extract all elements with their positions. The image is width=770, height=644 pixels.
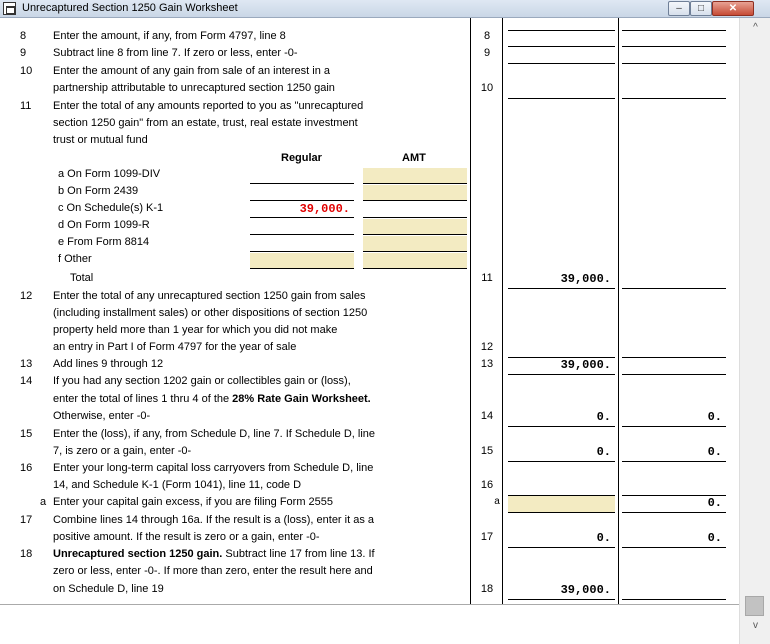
subline-c <box>0 202 739 219</box>
line-15 <box>0 428 739 445</box>
line-text: 7, is zero or a gain, enter -0- <box>53 445 192 457</box>
scroll-up-arrow-icon[interactable]: ^ <box>753 22 758 33</box>
line18-regular[interactable]: 39,000. <box>508 583 615 600</box>
line-text: Enter the (loss), if any, from Schedule D, line 7. If Schedule D, line <box>53 428 376 440</box>
line13-regular[interactable]: 39,000. <box>508 358 615 375</box>
subline-a <box>0 168 739 185</box>
line-text: Enter your capital gain excess, if you are filing Form 2555 <box>53 496 334 508</box>
line16a-amt[interactable]: 0. <box>622 496 726 513</box>
line-11-cont <box>0 117 739 134</box>
line-12-cont2 <box>0 324 739 341</box>
subline-f-amt[interactable] <box>363 253 467 269</box>
subline-c-amt[interactable] <box>363 202 467 218</box>
line-11-cont2 <box>0 134 739 151</box>
line-10-cont <box>0 82 739 99</box>
line-16a <box>0 496 739 513</box>
line-ref: 17 <box>480 531 494 543</box>
line16-amt[interactable] <box>622 479 726 496</box>
close-button[interactable]: ✕ <box>712 1 754 16</box>
line-number: 15 <box>20 428 33 440</box>
line-text: Enter the amount of any gain from sale of an interest in a <box>53 65 330 77</box>
subline-b <box>0 185 739 202</box>
scroll-down-arrow-icon[interactable]: v <box>753 620 758 631</box>
regular-column-header: Regular <box>281 152 322 164</box>
total-amt[interactable] <box>622 272 726 289</box>
subline-b-regular[interactable] <box>250 185 354 201</box>
line-ref: 16 <box>480 479 494 491</box>
bottom-border <box>0 604 739 605</box>
line-text: Add lines 9 through 12 <box>53 358 164 370</box>
line17-amt[interactable]: 0. <box>622 531 726 548</box>
line-16 <box>0 462 739 479</box>
line15-amt[interactable]: 0. <box>622 445 726 462</box>
window-title: Unrecaptured Section 1250 Gain Worksheet <box>22 2 238 14</box>
line14-regular[interactable]: 0. <box>508 410 615 427</box>
line-text <box>53 393 371 405</box>
line-18-cont2 <box>0 583 739 600</box>
line10-amt[interactable] <box>622 82 726 99</box>
maximize-button[interactable]: □ <box>690 1 712 16</box>
line-10 <box>0 65 739 82</box>
line-text: trust or mutual fund <box>53 134 148 146</box>
line-text: partnership attributable to unrecaptured section 1250 gain <box>53 82 335 94</box>
line-11 <box>0 100 739 117</box>
line-number: 18 <box>20 548 33 560</box>
subline-f <box>0 253 739 270</box>
line-number: 9 <box>20 47 27 59</box>
line-number: 13 <box>20 358 33 370</box>
line-text-part: enter the total of lines 1 thru 4 of the <box>53 393 233 405</box>
line8-amt[interactable] <box>622 30 726 47</box>
line-15-cont <box>0 445 739 462</box>
line15-regular[interactable]: 0. <box>508 445 615 462</box>
window-titlebar <box>0 0 770 18</box>
line-16-cont <box>0 479 739 496</box>
line-text: Combine lines 14 through 16a. If the result is a (loss), enter it as a <box>53 514 374 526</box>
line-18-title: Unrecaptured section 1250 gain. <box>53 548 223 560</box>
line8-regular[interactable] <box>508 30 615 47</box>
line-ref: 9 <box>483 47 491 59</box>
subline-e-amt[interactable] <box>363 236 467 252</box>
line-number: 8 <box>20 30 27 42</box>
line-12-cont3 <box>0 341 739 358</box>
worksheet-body <box>0 18 739 644</box>
line-text: property held more than 1 year for which you did not make <box>53 324 338 336</box>
line-14 <box>0 375 739 392</box>
line-text: If you had any section 1202 gain or collectibles gain or (loss), <box>53 375 351 387</box>
line9-regular[interactable] <box>508 47 615 64</box>
line-13 <box>0 358 739 375</box>
line-number: 16 <box>20 462 33 474</box>
line-number: 11 <box>20 100 32 112</box>
subline-label: f Other <box>58 253 92 265</box>
minimize-button[interactable]: – <box>668 1 690 16</box>
line-12-cont <box>0 307 739 324</box>
subline-d-amt[interactable] <box>363 219 467 235</box>
vertical-scrollbar[interactable] <box>739 18 770 644</box>
line-number: 14 <box>20 375 33 387</box>
subline-d <box>0 219 739 236</box>
line-text: on Schedule D, line 19 <box>53 583 164 595</box>
line16a-regular[interactable] <box>508 496 615 513</box>
line-14-cont <box>0 393 739 410</box>
total-regular[interactable]: 39,000. <box>508 272 615 289</box>
subline-label: a On Form 1099-DIV <box>58 168 161 180</box>
line-text: 14, and Schedule K-1 (Form 1041), line 11, code D <box>53 479 302 491</box>
subline-a-amt[interactable] <box>363 168 467 184</box>
line-text: positive amount. If the result is zero or a gain, enter -0- <box>53 531 320 543</box>
line-text: Subtract line 8 from line 7. If zero or less, enter -0- <box>53 47 298 59</box>
worksheet-reference: 28% Rate Gain Worksheet. <box>232 393 371 405</box>
line-ref: 13 <box>480 358 494 370</box>
line-18-cont <box>0 565 739 582</box>
subline-e-regular[interactable] <box>250 236 354 252</box>
total-label: Total <box>70 272 94 284</box>
line-ref: 11 <box>481 272 493 284</box>
line-number: a <box>40 496 47 508</box>
subline-b-amt[interactable] <box>363 185 467 201</box>
line-18 <box>0 548 739 565</box>
line-text <box>53 548 375 560</box>
subline-f-regular[interactable] <box>250 253 354 269</box>
amt-column-header: AMT <box>402 152 426 164</box>
subline-a-regular[interactable] <box>250 168 354 184</box>
line17-regular[interactable]: 0. <box>508 531 615 548</box>
line-text: Enter your long-term capital loss carryovers from Schedule D, line <box>53 462 374 474</box>
line-ref: 12 <box>480 341 494 353</box>
line12-regular[interactable] <box>508 341 615 358</box>
line18-amt[interactable] <box>622 583 726 600</box>
line-9 <box>0 47 739 64</box>
line-12 <box>0 290 739 307</box>
line-14-cont2 <box>0 410 739 427</box>
app-icon <box>3 2 16 15</box>
line14-amt[interactable]: 0. <box>622 410 726 427</box>
subline-label: c On Schedule(s) K-1 <box>58 202 164 214</box>
subline-d-regular[interactable] <box>250 219 354 235</box>
line-number: 17 <box>20 514 33 526</box>
total-row <box>0 272 739 289</box>
line-ref: 10 <box>480 82 494 94</box>
subline-label: d On Form 1099-R <box>58 219 150 231</box>
subline-e <box>0 236 739 253</box>
subline-c-regular[interactable]: 39,000. <box>250 202 354 218</box>
line-ref: 8 <box>483 30 491 42</box>
line-text-part: Subtract line 17 from line 13. If <box>222 548 375 560</box>
line-8 <box>0 30 739 47</box>
line10-regular[interactable] <box>508 82 615 99</box>
line-17 <box>0 514 739 531</box>
line-text: section 1250 gain" from an estate, trust, real estate investment <box>53 117 358 129</box>
line-ref: 18 <box>480 583 494 595</box>
line12-amt[interactable] <box>622 341 726 358</box>
line-text: Enter the total of any amounts reported to you as "unrecaptured <box>53 100 364 112</box>
line-text: Otherwise, enter -0- <box>53 410 151 422</box>
line9-amt[interactable] <box>622 47 726 64</box>
line-ref: 15 <box>480 445 494 457</box>
line-text: (including installment sales) or other dispositions of section 1250 <box>53 307 368 319</box>
subline-label: b On Form 2439 <box>58 185 139 197</box>
line-ref: 14 <box>480 410 494 422</box>
line-ref: a <box>494 496 500 507</box>
line-text: Enter the amount, if any, from Form 4797, line 8 <box>53 30 286 42</box>
line-number: 12 <box>20 290 33 302</box>
line-number: 10 <box>20 65 33 77</box>
line-17-cont <box>0 531 739 548</box>
line16-regular[interactable] <box>508 479 615 496</box>
line-text: zero or less, enter -0-. If more than zero, enter the result here and <box>53 565 373 577</box>
line-text: an entry in Part I of Form 4797 for the year of sale <box>53 341 297 353</box>
scrollbar-thumb[interactable] <box>745 596 764 616</box>
line-text: Enter the total of any unrecaptured section 1250 gain from sales <box>53 290 366 302</box>
subline-label: e From Form 8814 <box>58 236 150 248</box>
line13-amt[interactable] <box>622 358 726 375</box>
